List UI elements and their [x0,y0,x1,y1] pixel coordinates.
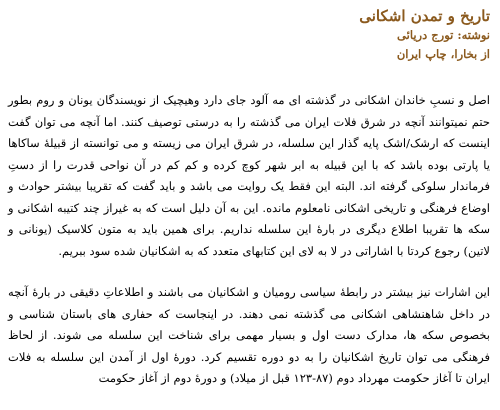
article-paragraph: این اشارات نیز بیشتر در رابطهٔ سیاسی رومیان و اشکانیان می باشند و اطلاعاتِ دقیقی در بارهٔ آنچه در داخل شاهنشاهی اشکانی می گذشته نمی دهند. در اینجاست که حفاری های باستان شناسی و بخصوص سکه ها، مدارک دست اول و بسیار مهمی برای شناخت این سلسله می شوند. از لحاظ فرهنگی می توان تاریخ اشکانیان را به دو دوره تقسیم کرد. دورهٔ اول از آمدن این سلسله به فلات ایران تا آغاز حکومت مهرداد دوم (۸۷-۱۲۳ قبل از میلاد) و دورهٔ دوم از آغاز حکومت [8,285,490,385]
article-paragraph: اصل و نسبِ خاندان اشکانی در گذشته ای مه آلود جای دارد وهیچیک از نویسندگان یونان و روم بطور حتم نمیتوانند آنچه در شرق فلات ایران می گذشته را به درستی توصیف کنند. اما آنچه می توان گفت اینست که ارشک/اشک پایه گذار این سلسله، در شرق ایران می زیسته و می توانسته از قبیلهٔ ساکاها یا پارتی بوده باشد که با این قبیله به ابر شهر کوچ کرده و کم کم در آن نواحی قدرت را از دستِ فرماندار سلوکی گرفته اند. البته این فقط یک روایت می باشد و باید گفت که تقریبا بیشتر حوادث و اوضاع فرهنگی و تاریخی اشکانی نامعلوم مانده. این به آن دلیل است که به غیراز چند کتیبه اشکانی و سکه ها تقریبا اطلاع دیگری در بارهٔ این سلسله نداریم. برای همین باید به متون کلاسیک (یونانی و لاتین) رجوع کردتا با اشاراتی در لا به لای این کتابهای متعدد که به اشکانیان شده سود ببریم. [8,93,490,258]
article-author: نوشته: تورج دریائی [397,28,490,42]
article-title: تاریخ و تمدن اشکانی [359,7,490,25]
header-spacer [8,64,490,90]
article-source: از بخارا، چاپ ایران [396,47,490,61]
